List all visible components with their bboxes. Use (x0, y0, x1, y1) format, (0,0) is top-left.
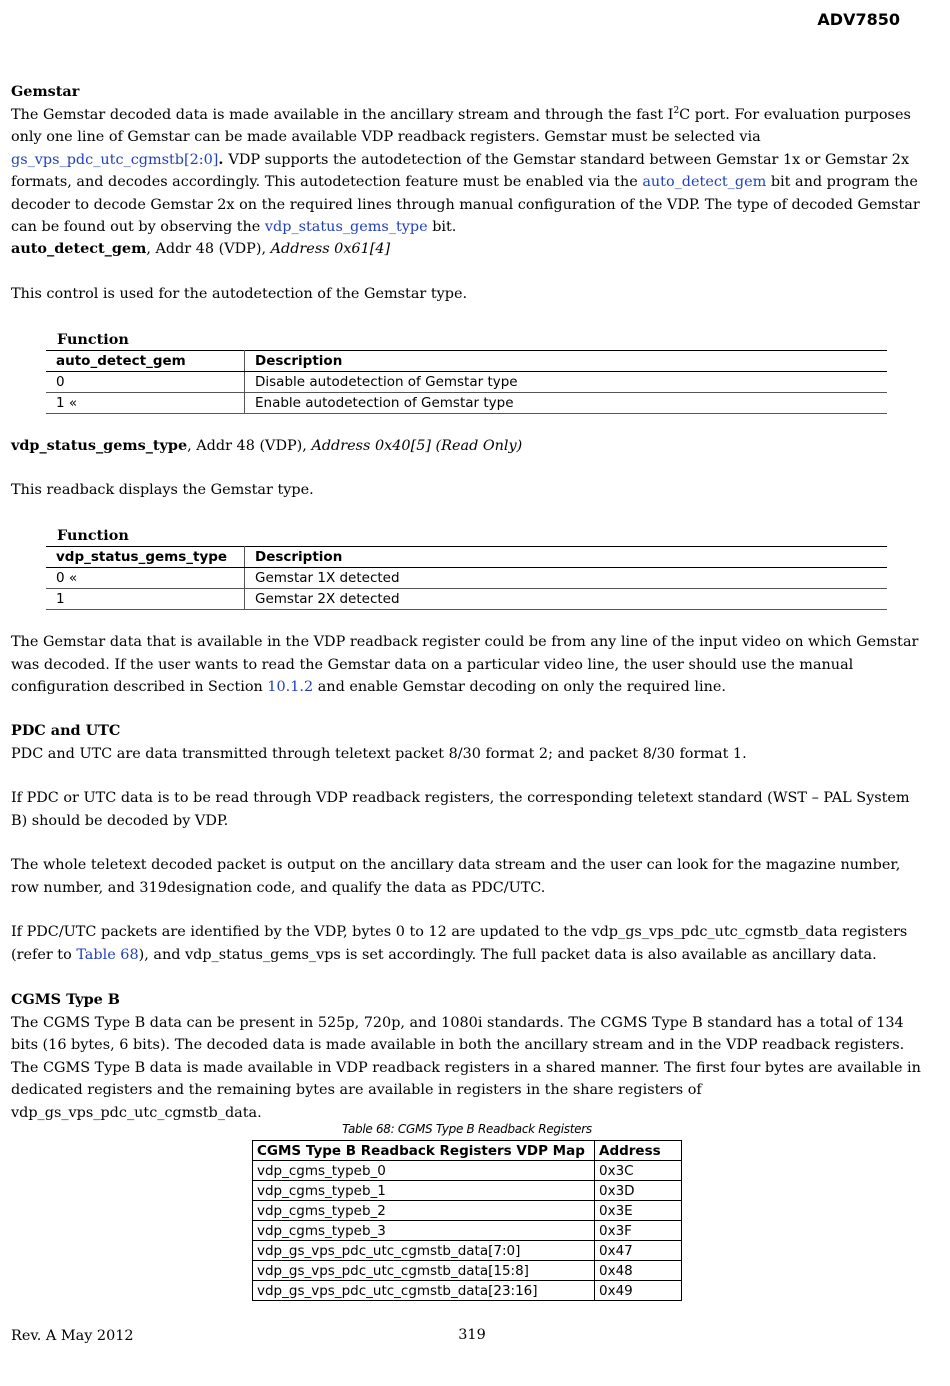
reg1-address: Address 0x61[4] (270, 241, 391, 257)
reg2-name: vdp_status_gems_type (11, 437, 188, 454)
reg2-col-header-description: Description (245, 547, 888, 568)
table-row (253, 1241, 682, 1261)
table-68-address: 0x3E (595, 1201, 682, 1221)
table-row (253, 1221, 682, 1241)
gemstar-section (11, 81, 923, 239)
table-68-register: vdp_cgms_typeb_1 (253, 1181, 595, 1201)
gemstar-text-3: . (218, 150, 229, 168)
reg2-desc-text: This readback displays the Gemstar type. (11, 482, 314, 498)
table-68-caption: Table 68: CGMS Type B Readback Registers (342, 1122, 592, 1136)
reg2-description (11, 479, 923, 502)
pdc-utc-heading: PDC and UTC (11, 722, 121, 739)
table-row (253, 1261, 682, 1281)
reg1-row-description: Enable autodetection of Gemstar type (245, 393, 888, 414)
gemstar-paragraph (11, 104, 923, 239)
pdc-paragraph-3-block (11, 854, 923, 899)
reg1-name: auto_detect_gem (11, 240, 147, 257)
gemstar-text-1: The Gemstar decoded data is made available in the ancillary stream and through the fast I (11, 106, 674, 123)
cgms-section (11, 989, 923, 1124)
table-68-register: vdp_gs_vps_pdc_utc_cgmstb_data[15:8] (253, 1261, 595, 1281)
gemstar-text-5: bit and program the decoder to decode Gemstar 2x on the required lines through manual configuration of the VDP. The type of decoded Gemstar can be found out by observing the (11, 174, 920, 235)
table-68-address: 0x3D (595, 1181, 682, 1201)
reg1-row-value: 1 « (46, 393, 245, 414)
reg2-col-header-value: vdp_status_gems_type (46, 547, 245, 568)
page-number: 319 (458, 1327, 486, 1343)
link-auto-detect-gem[interactable]: auto_detect_gem (642, 174, 767, 190)
table-68-register: vdp_gs_vps_pdc_utc_cgmstb_data[7:0] (253, 1241, 595, 1261)
reg1-addr-text: , Addr 48 (VDP), (146, 241, 271, 257)
table-68 (252, 1140, 682, 1301)
link-section-10-1-2[interactable]: 10.1.2 (267, 679, 314, 695)
reg1-col-header-value: auto_detect_gem (46, 351, 245, 372)
reg1-function-table (46, 330, 887, 414)
pdc-paragraph-3: The whole teletext decoded packet is output on the ancillary data stream and the user can look for the magazine number, row number, and 319designation code, and qualify the data as PDC/UTC. (11, 857, 901, 896)
link-gs-vps-pdc-utc-cgmstb[interactable]: gs_vps_pdc_utc_cgmstb[2:0] (11, 151, 219, 168)
table-row (46, 568, 887, 589)
table-68-header-address: Address (595, 1141, 682, 1161)
gemstar-text-6: bit. (427, 219, 457, 235)
table-row (46, 372, 887, 393)
table-68-register: vdp_cgms_typeb_0 (253, 1161, 595, 1181)
reg2-function-label: Function (57, 527, 129, 544)
table-68-address: 0x3F (595, 1221, 682, 1241)
table-68-header-register: CGMS Type B Readback Registers VDP Map (253, 1141, 595, 1161)
pdc-paragraph-4b: ), and vdp_status_gems_vps is set accordingly. The full packet data is also available as ancillary data. (138, 946, 877, 963)
table-68-register: vdp_cgms_typeb_2 (253, 1201, 595, 1221)
reg1-desc-text: This control is used for the autodetection of the Gemstar type. (11, 286, 468, 302)
table-68-address: 0x49 (595, 1281, 682, 1301)
table-row (46, 393, 887, 414)
cgms-heading: CGMS Type B (11, 991, 120, 1008)
reg1-row-description: Disable autodetection of Gemstar type (245, 372, 888, 393)
document-title: ADV7850 (817, 10, 900, 29)
pdc-paragraph-4-block (11, 921, 923, 966)
reg2-row-value: 0 « (46, 568, 245, 589)
gemstar-note (11, 631, 923, 699)
footer-revision: Rev. A May 2012 (11, 1328, 134, 1344)
reg1-row-value: 0 (46, 372, 245, 393)
gemstar-text-4: VDP supports the autodetection of the Gemstar standard between Gemstar 1x or Gemstar 2x formats, and decodes accordingly. This autodetection feature must be enabled via the (11, 151, 910, 190)
pdc-paragraph-2: If PDC or UTC data is to be read through VDP readback registers, the corresponding teletext standard (WST – PAL System B) should be decoded by VDP. (11, 790, 910, 829)
reg1-description (11, 283, 923, 306)
pdc-paragraph-4a: If PDC/UTC packets are identified by the VDP, bytes 0 to 12 are updated to the vdp_gs_vps_pdc_utc_cgmstb_data registers (refer to (11, 924, 908, 963)
reg2-heading (11, 435, 923, 458)
pdc-paragraph-2-block (11, 787, 923, 832)
reg2-row-description: Gemstar 2X detected (245, 589, 888, 610)
table-68-register: vdp_gs_vps_pdc_utc_cgmstb_data[23:16] (253, 1281, 595, 1301)
reg2-row-description: Gemstar 1X detected (245, 568, 888, 589)
table-row (253, 1281, 682, 1301)
table-row (253, 1201, 682, 1221)
pdc-utc-section (11, 720, 923, 765)
reg2-addr-text: , Addr 48 (VDP), (187, 438, 312, 454)
table-68-address: 0x47 (595, 1241, 682, 1261)
reg2-address: Address 0x40[5] (Read Only) (311, 438, 523, 454)
gemstar-text-2: C port. For evaluation purposes only one line of Gemstar can be made available VDP readback registers. Gemstar must be selected via (11, 106, 911, 145)
pdc-paragraph-1: PDC and UTC are data transmitted through teletext packet 8/30 format 2; and packet 8/30 format 1. (11, 745, 747, 762)
reg1-function-label: Function (57, 331, 129, 348)
reg2-row-value: 1 (46, 589, 245, 610)
table-row (253, 1161, 682, 1181)
superscript-2: 2 (673, 105, 680, 116)
reg1-heading (11, 238, 923, 261)
cgms-paragraph: The CGMS Type B data can be present in 525p, 720p, and 1080i standards. The CGMS Type B standard has a total of 134 bits (16 bytes, 6 bits). The decoded data is made available in both the ancillary stream and in the VDP readback registers. The CGMS Type B data is made available in VDP readback registers in a shared manner. The first four bytes are available in dedicated registers and the remaining bytes are available in registers in the share registers of vdp_gs_vps_pdc_utc_cgmstb_data. (11, 1014, 921, 1121)
table-row (46, 589, 887, 610)
gemstar-note-text-2: and enable Gemstar decoding on only the required line. (313, 679, 726, 695)
table-68-address: 0x3C (595, 1161, 682, 1181)
table-row (253, 1181, 682, 1201)
table-68-address: 0x48 (595, 1261, 682, 1281)
link-table-68[interactable]: Table 68 (76, 946, 139, 963)
gemstar-heading: Gemstar (11, 83, 80, 100)
reg1-col-header-description: Description (245, 351, 888, 372)
gemstar-note-text-1: The Gemstar data that is available in the VDP readback register could be from any line of the input video on which Gemstar was decoded. If the user wants to read the Gemstar data on a particular video line, the user should use the manual configuration described in Section (11, 634, 919, 695)
link-vdp-status-gems-type[interactable]: vdp_status_gems_type (264, 219, 428, 235)
table-68-register: vdp_cgms_typeb_3 (253, 1221, 595, 1241)
reg2-function-table (46, 526, 887, 610)
